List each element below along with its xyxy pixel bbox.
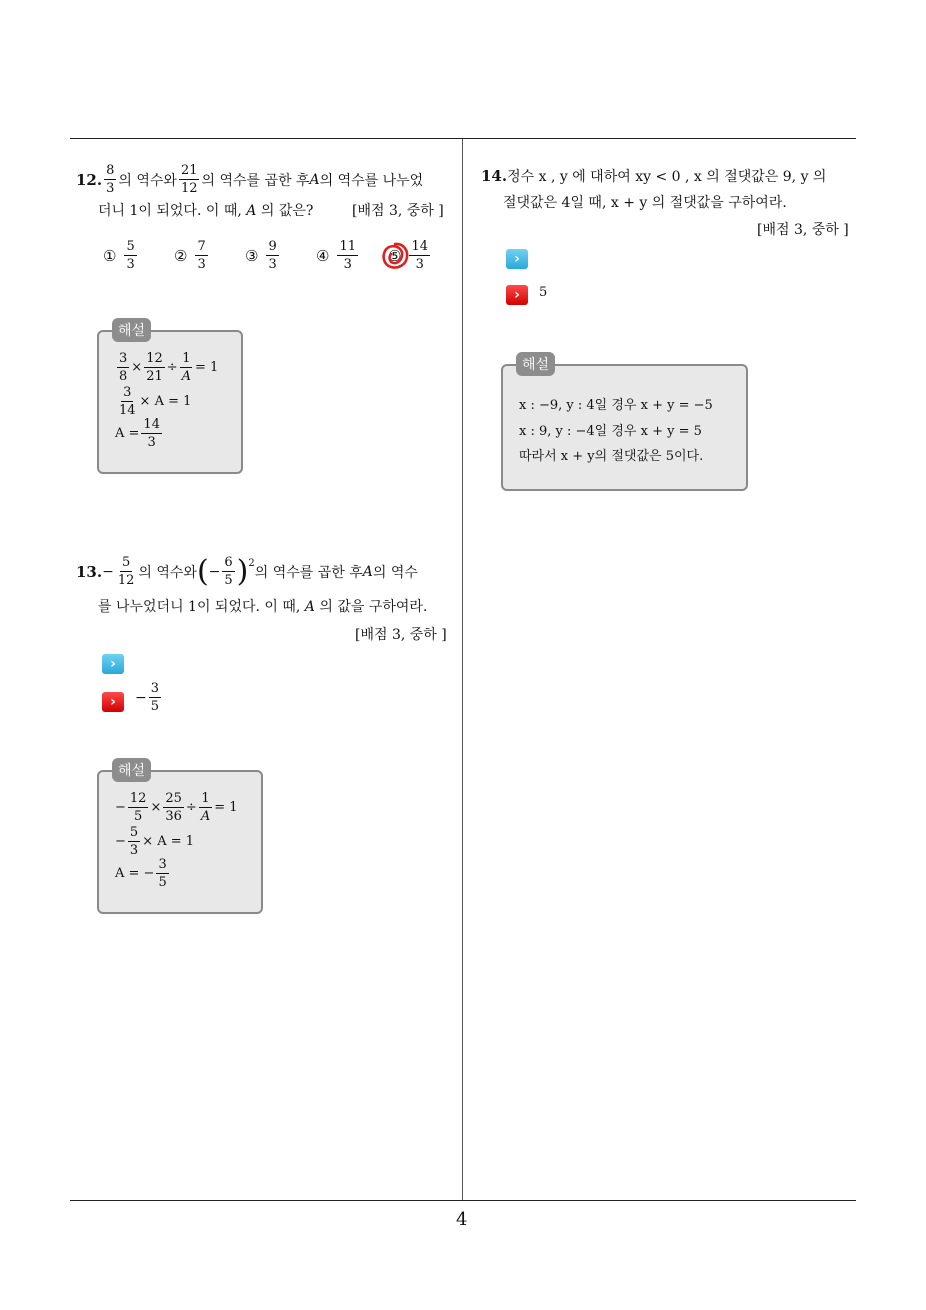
q13-paren-close: ) <box>236 553 249 589</box>
q12-sol-line2 <box>115 386 191 417</box>
q13-ans-den: 5 <box>150 699 160 714</box>
q12-sol1-a <box>117 352 129 383</box>
q13-sol1-c-den: A <box>200 809 211 824</box>
q12-sol3-num: 14 <box>143 417 160 432</box>
q12-c4-num: 11 <box>339 239 356 254</box>
q12-sol2-a <box>117 386 138 417</box>
q14-line1 <box>481 166 826 186</box>
q12-choice-4[interactable] <box>316 240 360 271</box>
q13-solution-box <box>97 770 263 914</box>
q12-choice-5-mark: ⑤ <box>388 246 402 265</box>
q13-sol3-f <box>156 858 168 889</box>
q12-text-3: 의 역수를 나누었 <box>319 172 424 189</box>
q12-choice-1[interactable] <box>103 240 139 271</box>
answer-circle-icon <box>380 241 410 271</box>
q12-choice-2-mark: ② <box>174 246 188 265</box>
q12-solution-box <box>97 330 243 474</box>
q13-sol2-a-num: 5 <box>129 825 139 840</box>
q12-c2-den: 3 <box>197 257 206 272</box>
q13-p-neg: − <box>208 563 221 580</box>
q12-sol3-lhs: A = <box>115 426 140 441</box>
top-rule <box>70 138 856 139</box>
q13-line2 <box>98 596 427 616</box>
q13-score: [배점 3, 중하 ] <box>355 627 447 643</box>
q13-text-2: 의 역수를 곱한 후 <box>254 564 363 581</box>
page-number: 4 <box>456 1209 468 1230</box>
q12-c3-num: 9 <box>268 239 277 254</box>
q14-number: 14. <box>481 167 508 185</box>
q12-c5-den: 3 <box>415 257 424 272</box>
q12-choice-3-fraction <box>266 240 278 271</box>
show-answer-chevron-icon[interactable]: › <box>506 249 528 269</box>
q12-sol-line1 <box>115 352 218 383</box>
q12-sol1-c <box>180 352 193 383</box>
answer-chevron-icon[interactable]: › <box>506 285 528 305</box>
q13-neg: − <box>102 563 114 580</box>
q12-var-a-2: A <box>246 203 257 219</box>
q12-choice-2[interactable] <box>174 240 210 271</box>
q13-line2-a: 를 나누었더니 1이 되었다. 이 때, <box>98 599 305 615</box>
q12-line2 <box>98 200 313 220</box>
q12-sol2-rest: × A = 1 <box>139 394 192 409</box>
q13-sol1-b-den: 36 <box>165 809 182 824</box>
q12-c4-den: 3 <box>343 257 352 272</box>
q14-sol-line2: x : 9, y : −4일 경우 x + y = 5 <box>519 424 702 439</box>
q12-fraction-1 <box>104 164 116 195</box>
q12-sol3-den: 3 <box>147 435 156 450</box>
q13-f1-num: 5 <box>121 555 131 570</box>
q12-f1-num: 8 <box>106 163 115 178</box>
q13-sol1-c-num: 1 <box>201 791 210 806</box>
q13-line1 <box>76 553 418 589</box>
q14-score: [배점 3, 중하 ] <box>757 222 849 238</box>
q12-sol1-op1: × <box>131 360 143 375</box>
q12-choice-3-mark: ③ <box>245 246 259 265</box>
q14-solution-box <box>501 364 748 491</box>
q12-line2-a: 더니 1이 되었다. 이 때, <box>98 203 247 219</box>
q13-number: 13. <box>76 562 103 581</box>
q12-sol1-b <box>144 352 165 383</box>
q12-sol1-a-num: 3 <box>119 351 128 366</box>
q12-sol1-b-num: 12 <box>146 351 163 366</box>
q12-fraction-2 <box>179 164 200 195</box>
q12-sol1-b-den: 21 <box>146 369 163 384</box>
q13-sol3-lhs: A = − <box>115 866 155 881</box>
q13-sol1-b-num: 25 <box>165 791 182 806</box>
q13-sol2-a-den: 3 <box>129 843 139 858</box>
q12-f2-den: 12 <box>180 181 198 196</box>
q12-sol3-f <box>141 418 162 449</box>
q13-sol2-rest: × A = 1 <box>142 834 195 849</box>
q12-choice-5-mark-wrap <box>388 247 401 265</box>
q13-sol-line1 <box>115 792 238 823</box>
answer-chevron-icon[interactable]: › <box>102 692 124 712</box>
q14-solution-tag: 해설 <box>516 352 555 376</box>
q12-choice-4-mark: ④ <box>316 246 330 265</box>
q13-sol1-b <box>163 792 184 823</box>
q13-f2-num: 6 <box>224 555 233 570</box>
column-divider <box>462 139 463 1201</box>
q13-sol1-c <box>199 792 212 823</box>
q13-f2-den: 5 <box>224 573 233 588</box>
q13-sol1-eq: = 1 <box>214 800 238 815</box>
q13-fraction-2 <box>222 556 234 587</box>
q13-text-1: 의 역수와 <box>138 564 197 581</box>
q13-sol3-den: 5 <box>158 875 167 890</box>
q12-choice-5[interactable] <box>388 240 432 271</box>
q13-paren-open: ( <box>196 553 209 589</box>
q12-line1 <box>76 164 423 195</box>
q12-sol2-a-num: 3 <box>123 385 132 400</box>
q13-sol1-op1: × <box>150 800 162 815</box>
q12-choice-2-fraction <box>195 240 207 271</box>
q12-sol1-op2: ÷ <box>166 360 178 375</box>
q12-choice-1-mark: ① <box>103 246 117 265</box>
q13-answer <box>135 682 163 713</box>
bottom-rule <box>70 1200 856 1201</box>
q12-sol1-c-den: A <box>181 369 192 384</box>
q13-var-a-2: A <box>304 599 315 615</box>
q13-sol-line2 <box>115 826 194 857</box>
q13-sol1-a <box>128 792 149 823</box>
q12-text-2: 의 역수를 곱한 후 <box>201 172 310 189</box>
q13-exponent: 2 <box>248 558 255 569</box>
q12-f2-num: 21 <box>180 163 198 178</box>
q13-sol1-a-num: 12 <box>129 791 147 806</box>
q12-sol-line3 <box>115 418 164 449</box>
q12-sol1-c-num: 1 <box>182 351 191 366</box>
q12-c1-num: 5 <box>126 239 135 254</box>
q13-text-3: 의 역수 <box>372 564 418 581</box>
q13-ans-num: 3 <box>150 681 160 696</box>
q12-number: 12. <box>76 170 103 189</box>
q13-line2-b: 의 값을 구하여라. <box>314 599 428 615</box>
q12-choice-5-fraction <box>409 240 430 271</box>
q12-line2-b: 의 값은? <box>256 203 314 219</box>
q12-c1-den: 3 <box>126 257 135 272</box>
q13-answer-neg: − <box>135 689 147 706</box>
q12-text-1: 의 역수와 <box>118 172 177 189</box>
q12-choice-3[interactable] <box>245 240 281 271</box>
q14-sol-line3: 따라서 x + y의 절댓값은 5이다. <box>519 449 704 464</box>
q12-choice-1-fraction <box>124 240 136 271</box>
q14-answer: 5 <box>539 285 548 300</box>
q12-score: [배점 3, 중하 ] <box>352 203 444 219</box>
q13-sol-line3 <box>115 858 171 889</box>
q12-choice-4-fraction <box>337 240 358 271</box>
q13-sol2-a <box>128 826 140 857</box>
q12-sol2-a-den: 14 <box>119 403 136 418</box>
q13-answer-fraction <box>149 682 161 713</box>
q12-c5-num: 14 <box>411 239 428 254</box>
q14-line1-text: 정수 x , y 에 대하여 xy < 0 , x 의 절댓값은 9, y 의 <box>507 169 827 185</box>
q13-f1-den: 12 <box>117 573 135 588</box>
q12-c2-num: 7 <box>197 239 206 254</box>
q14-line2: 절댓값은 4일 때, x + y 의 절댓값을 구하여라. <box>503 195 787 211</box>
q12-f1-den: 3 <box>106 181 115 196</box>
q13-sol1-op2: ÷ <box>185 800 197 815</box>
q13-var-a: A <box>362 563 373 580</box>
show-answer-chevron-icon[interactable]: › <box>102 654 124 674</box>
q13-sol1-a-den: 5 <box>134 809 143 824</box>
q13-sol3-num: 3 <box>158 857 167 872</box>
q12-c3-den: 3 <box>268 257 277 272</box>
q13-fraction-1 <box>116 556 137 587</box>
q12-var-a: A <box>309 171 320 188</box>
q14-sol-line1: x : −9, y : 4일 경우 x + y = −5 <box>519 398 713 413</box>
q13-solution-tag: 해설 <box>112 758 151 782</box>
q12-sol1-eq: = 1 <box>195 360 219 375</box>
q13-sol1-neg: − <box>115 800 126 815</box>
q12-solution-tag: 해설 <box>112 318 151 342</box>
q13-sol2-neg: − <box>115 834 126 849</box>
q12-sol1-a-den: 8 <box>119 369 128 384</box>
